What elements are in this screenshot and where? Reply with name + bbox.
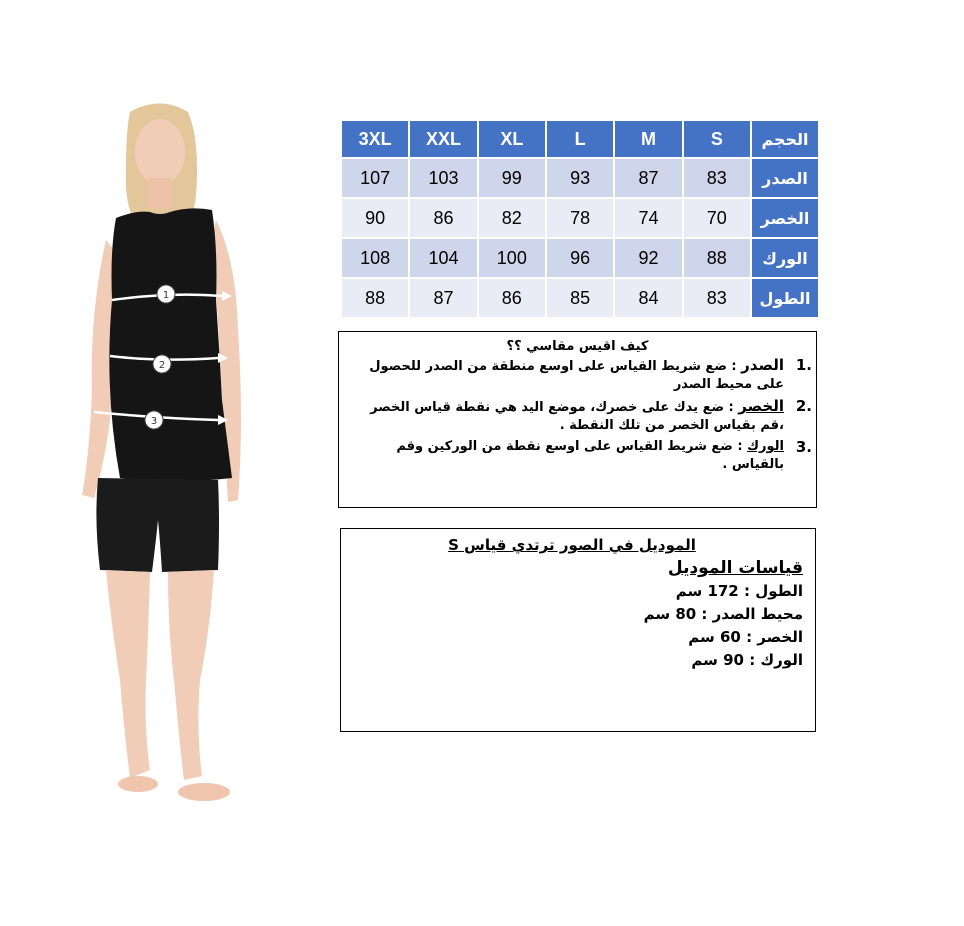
size-chart-table (340, 119, 820, 319)
step-text: : ضع شريط القياس على اوسع منطقة من الصدر للحصول على محيط الصدر (369, 359, 784, 392)
step-term: الورك (747, 439, 784, 454)
table-cell: 93 (546, 158, 614, 198)
how-to-measure-steps (339, 356, 816, 474)
table-cell: 103 (409, 158, 477, 198)
table-cell: 90 (341, 198, 409, 238)
table-cell: 83 (683, 278, 751, 318)
right-leg (168, 570, 214, 780)
model-waist: الخصر : 60 سم (688, 628, 803, 646)
model-measurements-box (340, 528, 816, 732)
marker-1-label: 1 (162, 290, 170, 301)
table-cell: 70 (683, 198, 751, 238)
right-foot (178, 783, 230, 801)
table-cell: 99 (478, 158, 546, 198)
model-height: الطول : 172 سم (675, 582, 803, 600)
table-cell: 104 (409, 238, 477, 278)
table-cell: 85 (546, 278, 614, 318)
step-text: : ضع شريط القياس على اوسع نقطة من الوركين وقم بالقياس . (396, 439, 784, 472)
top-garment (109, 208, 232, 481)
list-item (369, 438, 812, 474)
table-cell: 83 (683, 158, 751, 198)
table-cell: 84 (614, 278, 682, 318)
table-row-waist (341, 198, 819, 238)
table-cell: 78 (546, 198, 614, 238)
size-header-row (341, 120, 819, 158)
step-term: الخصر (738, 397, 784, 415)
table-cell: 82 (478, 198, 546, 238)
table-cell: 87 (409, 278, 477, 318)
step-term: الصدر (741, 356, 784, 374)
left-foot (118, 776, 158, 792)
table-row-hip (341, 238, 819, 278)
table-row-length (341, 278, 819, 318)
model-size-title: الموديل في الصور ترتدي قياس S (448, 536, 696, 554)
table-cell: 96 (546, 238, 614, 278)
list-item (369, 356, 812, 394)
table-cell: 92 (614, 238, 682, 278)
step-number: 2. (795, 397, 812, 415)
model-hip: الورك : 90 سم (691, 651, 803, 669)
size-header-label: الحجم (751, 120, 819, 158)
marker-3-label: 3 (150, 416, 158, 427)
row-label-length: الطول (751, 278, 819, 318)
marker-2-label: 2 (158, 360, 166, 371)
how-to-measure-box (338, 331, 817, 508)
table-cell: 88 (683, 238, 751, 278)
step-text: : ضع يدك على خصرك، موضع اليد هي نقطة قياس الخصر ،قم بقياس الخصر من تلك النقطة . (370, 400, 784, 433)
table-cell: 86 (478, 278, 546, 318)
table-row-chest (341, 158, 819, 198)
size-header-3xl: 3XL (341, 120, 409, 158)
list-item (369, 397, 812, 435)
table-cell: 100 (478, 238, 546, 278)
table-cell: 88 (341, 278, 409, 318)
row-label-chest: الصدر (751, 158, 819, 198)
model-figure-illustration (60, 100, 260, 810)
table-cell: 87 (614, 158, 682, 198)
size-header-xl: XL (478, 120, 546, 158)
model-measurements-heading: قياسات الموديل (667, 558, 803, 578)
row-label-hip: الورك (751, 238, 819, 278)
shorts (96, 478, 219, 572)
table-cell: 86 (409, 198, 477, 238)
how-to-measure-title: كيف اقيس مقاسي ؟؟ (506, 339, 649, 354)
size-header-s: S (683, 120, 751, 158)
left-leg (106, 570, 150, 778)
row-label-waist: الخصر (751, 198, 819, 238)
size-header-m: M (614, 120, 682, 158)
size-header-xxl: XXL (409, 120, 477, 158)
neck (148, 178, 172, 208)
model-chest: محيط الصدر : 80 سم (643, 605, 803, 623)
step-number: 3. (795, 438, 812, 456)
table-cell: 74 (614, 198, 682, 238)
table-cell: 108 (341, 238, 409, 278)
step-number: 1. (795, 356, 812, 374)
table-cell: 107 (341, 158, 409, 198)
size-header-l: L (546, 120, 614, 158)
face (135, 119, 185, 185)
